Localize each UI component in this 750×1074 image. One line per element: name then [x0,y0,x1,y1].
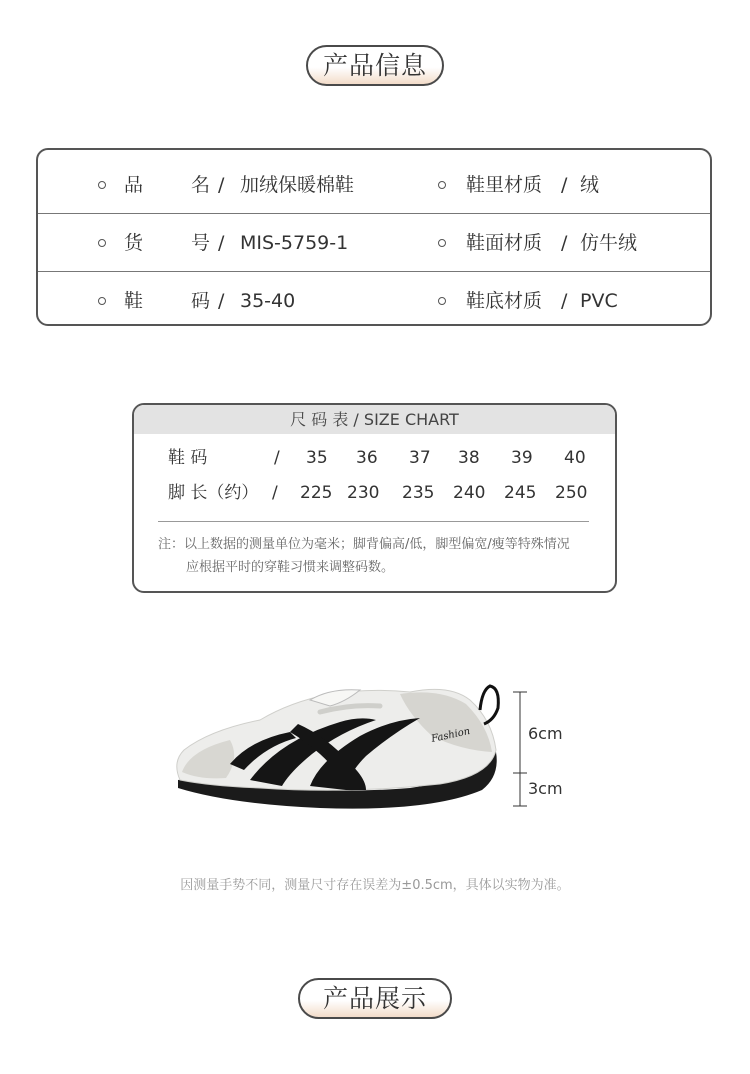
measurement-disclaimer: 因测量手势不同，测量尺寸存在误差为±0.5cm，具体以实物为准。 [180,878,570,893]
product-info-table [36,148,712,326]
bullet-dot-icon [438,297,446,305]
shoe-illustration [170,680,570,820]
bullet-dot-icon [438,181,446,189]
info-separator: / [218,290,225,312]
info-value: 绒 [580,174,600,196]
size-row-label: 鞋 码 [168,448,208,468]
size-chart-note [158,533,598,579]
info-label: 鞋里材质 [466,174,543,196]
size-cell: 250 [555,483,588,503]
size-cell: 36 [356,448,378,468]
section-title-product-info: 产品信息 [306,45,444,86]
info-value: 加绒保暖棉鞋 [240,174,355,196]
info-separator: / [218,174,225,196]
info-separator: / [561,174,568,196]
size-cell: 39 [511,448,533,468]
size-cell: 245 [504,483,537,503]
size-cell: 38 [458,448,480,468]
size-note-line: 注：以上数据的测量单位为毫米；脚背偏高/低，脚型偏宽/瘦等特殊情况 [158,537,570,552]
info-row [38,271,710,330]
info-value: 35-40 [240,290,296,312]
size-chart-divider [158,521,589,522]
size-cell: 240 [453,483,486,503]
size-row-shoe-size [134,443,615,473]
size-cell: 37 [409,448,431,468]
info-separator: / [561,232,568,254]
bullet-dot-icon [98,297,106,305]
info-label: 鞋底材质 [466,290,543,312]
size-chart [132,403,617,593]
size-row-separator: / [274,448,280,468]
bullet-dot-icon [98,239,106,247]
section-title-product-display: 产品展示 [298,978,452,1019]
size-cell: 40 [564,448,586,468]
size-note-line: 应根据平时的穿鞋习惯来调整码数。 [186,560,395,575]
size-cell: 35 [306,448,328,468]
size-cell: 230 [347,483,380,503]
shoe-logo-text: Fashion [430,725,472,745]
bullet-dot-icon [98,181,106,189]
size-row-separator: / [272,483,278,503]
info-value: MIS-5759-1 [240,232,349,254]
info-label: 货 号 [124,232,210,254]
sole-height-label: 3cm [528,779,563,798]
info-label: 品 名 [124,174,210,196]
size-chart-title: 尺 码 表 / SIZE CHART [134,405,615,434]
info-row [38,213,710,272]
shoe-image [170,680,570,820]
upper-height-label: 6cm [528,724,563,743]
info-value: PVC [580,290,618,312]
bullet-dot-icon [438,239,446,247]
info-separator: / [218,232,225,254]
info-label: 鞋面材质 [466,232,543,254]
size-cell: 235 [402,483,435,503]
info-row [38,156,710,214]
info-label: 鞋 码 [124,290,210,312]
size-cell: 225 [300,483,333,503]
size-row-label: 脚 长（约） [168,483,259,503]
info-separator: / [561,290,568,312]
info-value: 仿牛绒 [580,232,638,254]
size-row-foot-length [134,478,615,508]
